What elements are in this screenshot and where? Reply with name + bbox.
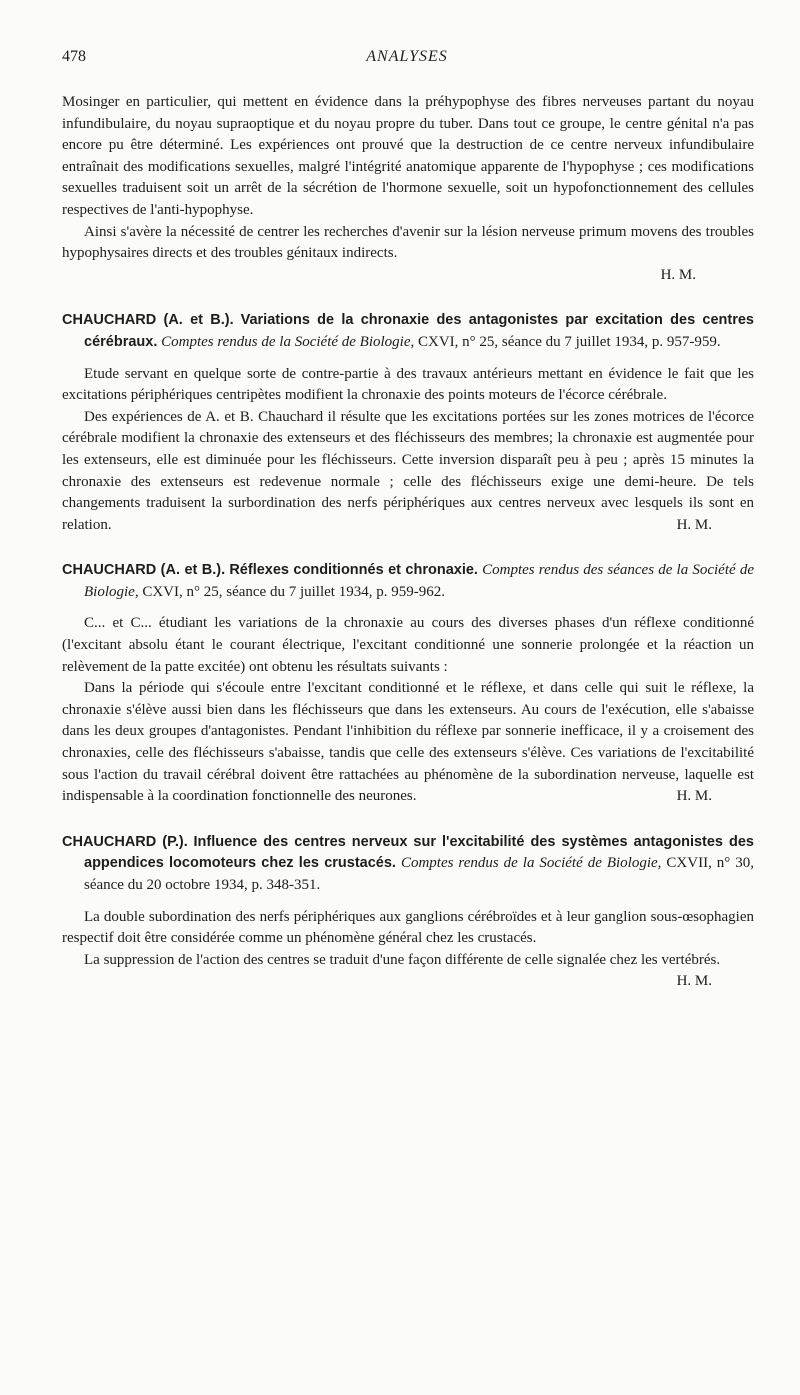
running-head: ANALYSES xyxy=(366,48,448,65)
reference-journal: Comptes rendus de la Société de Biologie, xyxy=(161,333,415,350)
reference-author: CHAUCHARD (P.). xyxy=(62,833,188,850)
paragraph xyxy=(62,950,754,990)
reference-author: CHAUCHARD (A. et B.). xyxy=(62,562,226,579)
reference-details: CXVI, n° 25, séance du 7 juillet 1934, p. 959-962. xyxy=(142,583,445,600)
reference-journal: Comptes rendus de la Société de Biologie, xyxy=(400,855,662,872)
reference-author: CHAUCHARD (A. et B.). xyxy=(62,312,234,329)
paragraph: Etude servant en quelque sorte de contre-partie à des travaux antérieurs mettant en évidence le fait que les excitations périphériques centripètes modifient la chronaxie des points moteurs de l'écorce cérébrale. xyxy=(62,365,754,404)
reference-details: CXVII, n° 30, séance du 20 octobre 1934, p. 348-351. xyxy=(84,855,755,893)
bibliographic-reference xyxy=(62,832,754,897)
paragraph: Mosinger en particulier, qui mettent en évidence dans la préhypophyse des fibres nerveuses partant du noyau infundibulaire, du noyau supraoptique et du noyau propre du tuber. Dans tout ce groupe, le centre génital n'a pas encore pu être déterminé. Les expériences ont prouvé que la destruction de ce centre nerveux infundibulaire entraînait des modifications sexuelles, malgré l'intégrité anatomique apparente de l'hypophyse ; ces modifications sexuelles traduisent soit un arrêt de la sécrétion de l'hormone sexuelle, soit un hypofonctionnement des cellules respectives de l'anti-hypophyse. xyxy=(62,94,754,218)
paragraph: Ainsi s'avère la nécessité de centrer les recherches d'avenir sur la lésion nerveuse primum movens des troubles hypophysaires directs et des troubles génitaux indirects. xyxy=(62,223,754,262)
paragraph: C... et C... étudiant les variations de la chronaxie au cours des diverses phases d'un réflexe conditionné (l'excitant absolu étant le courant électrique, l'excitant conditionné une sonnerie prolongée et la réaction un relèvement de la patte excitée) ont obtenu les résultats suivants : xyxy=(62,615,754,675)
signature: H. M. xyxy=(676,516,712,533)
bibliographic-reference xyxy=(62,310,754,353)
page-header xyxy=(62,48,752,72)
paragraph-text: Dans la période qui s'écoule entre l'excitant conditionné et le réflexe, et dans celle qui suit le réflexe, la chronaxie s'élève aussi bien dans les fléchisseurs que dans les extenseurs. Au cours de l'exécution, elle s'abaisse dans les deux groupes d'antagonistes. Pendant l'inhibition du réflexe par sonnerie inefficace, il y a croisement des chronaxies, celle des fléchisseurs s'abaisse, tandis que celle des extenseurs s'élève. Ces variations de l'excitabilité sous l'action du travail cérébral doivent être rattachées au phénomène de la subordination nerveuse, laquelle est indispensable à la coordination fonctionnelle des neurones. xyxy=(62,680,754,805)
reference-journal: Comptes rendus des séances de la Société de Biologie, xyxy=(84,562,754,600)
page-number: 478 xyxy=(62,48,86,65)
reference-title: Influence des centres nerveux sur l'excitabilité des systèmes antagonistes des appendices locomoteurs chez les crustacés. xyxy=(84,833,754,872)
reference-title: Réflexes conditionnés et chronaxie. xyxy=(229,562,478,579)
body-text xyxy=(62,92,754,993)
paragraph: La double subordination des nerfs périphériques aux ganglions cérébroïdes et à leur ganglion sous-œsophagien respectif doit être considérée comme un phénomène général chez les crustacés. xyxy=(62,908,754,947)
signature: H. M. xyxy=(660,266,696,283)
reference-details: CXVI, n° 25, séance du 7 juillet 1934, p. 957-959. xyxy=(418,333,721,350)
paragraph xyxy=(62,407,754,537)
signature: H. M. xyxy=(676,973,712,990)
paragraph xyxy=(62,678,754,808)
bibliographic-reference xyxy=(62,560,754,603)
paragraph-text: La suppression de l'action des centres se traduit d'une façon différente de celle signalée chez les vertébrés. xyxy=(84,951,721,968)
signature: H. M. xyxy=(676,788,712,805)
paragraph-text: Des expériences de A. et B. Chauchard il résulte que les excitations portées sur les zones motrices de l'écorce cérébrale modifient la chronaxie des extenseurs et des fléchisseurs des membres; la chronaxie est augmentée pour les extenseurs, elle est diminuée pour les fléchisseurs. Cette inversion disparaît peu à peu ; après 15 minutes la chronaxie des extenseurs est redevenue normale ; celle des fléchisseurs exige une demi-heure. De tels changements traduisent la surbordination des nerfs périphériques aux centres nerveux avec lesquels ils sont en relation. xyxy=(62,408,754,533)
reference-title: Variations de la chronaxie des antagonistes par excitation des centres cérébraux. xyxy=(84,312,754,350)
